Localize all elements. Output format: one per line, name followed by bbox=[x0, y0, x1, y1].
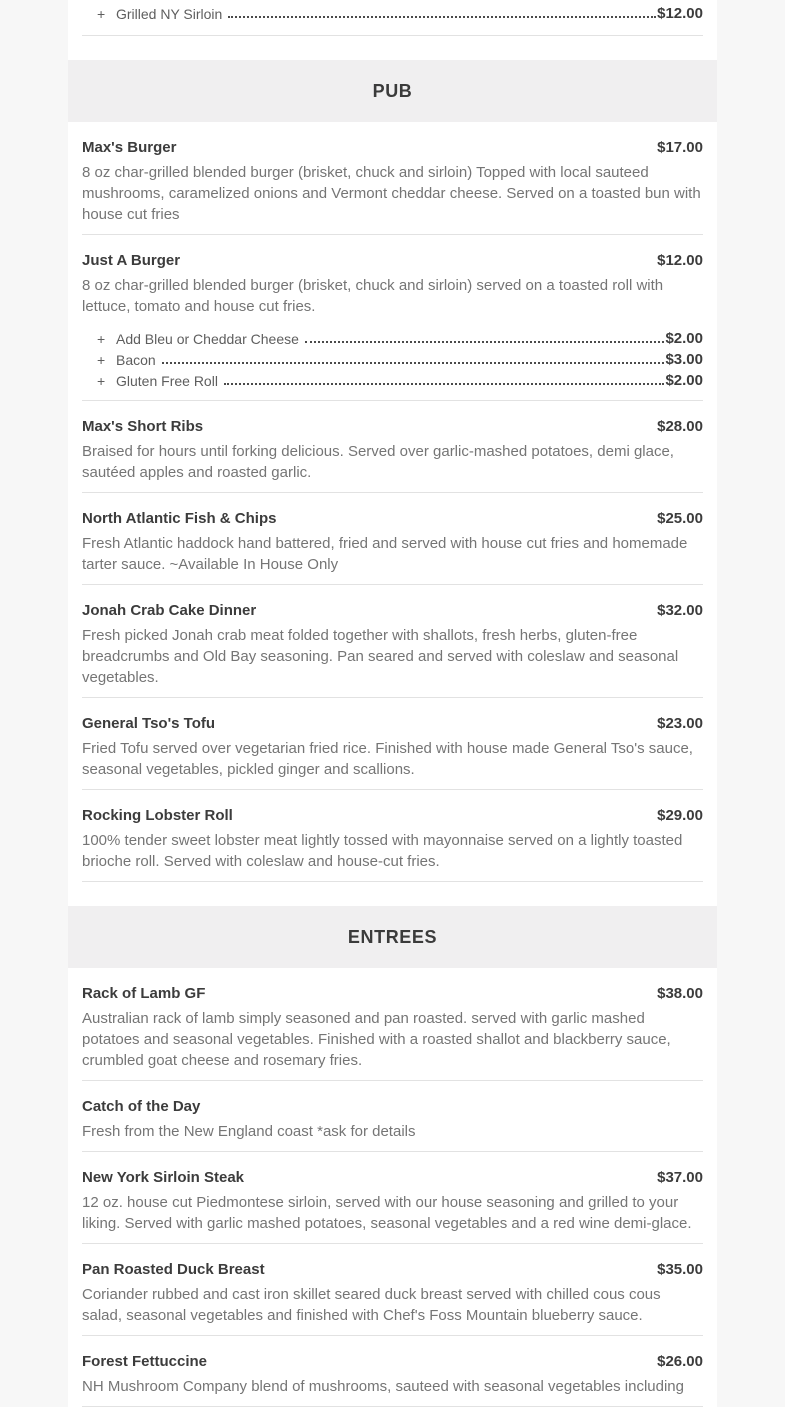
item-price: $29.00 bbox=[657, 807, 703, 824]
item-name: New York Sirloin Steak bbox=[82, 1169, 245, 1186]
item-description: 100% tender sweet lobster meat lightly tossed with mayonnaise served on a lightly toasted brioche roll. Served with coleslaw and house-cut fries. bbox=[82, 832, 683, 870]
menu-item bbox=[82, 235, 703, 401]
addon-name: Gluten Free Roll bbox=[116, 373, 218, 389]
item-price: $28.00 bbox=[657, 418, 703, 435]
menu-item bbox=[82, 968, 703, 1081]
item-header bbox=[82, 1169, 703, 1187]
menu-item bbox=[82, 1336, 703, 1407]
item-description: Fresh picked Jonah crab meat folded together with shallots, fresh herbs, gluten-free breadcrumbs and Old Bay seasoning. Pan seared and served with coleslaw and seasonal vegetables. bbox=[82, 627, 679, 686]
menu-item bbox=[82, 1081, 703, 1152]
item-header bbox=[82, 1098, 703, 1116]
item-header bbox=[82, 510, 703, 528]
addon-plus-sign: + bbox=[97, 373, 106, 389]
addon-price: $2.00 bbox=[665, 372, 703, 389]
item-name: North Atlantic Fish & Chips bbox=[82, 510, 277, 527]
menu-item bbox=[82, 585, 703, 698]
item-price: $32.00 bbox=[657, 602, 703, 619]
addon-price: $2.00 bbox=[665, 330, 703, 347]
item-description: Braised for hours until forking delicious. Served over garlic-mashed potatoes, demi glace, sautéed apples and roasted garlic. bbox=[82, 443, 674, 481]
dotted-leader bbox=[305, 341, 665, 343]
item-description: 8 oz char-grilled blended burger (brisket, chuck and sirloin) Topped with local sauteed mushrooms, caramelized onions and Vermont cheddar cheese. Served on a toasted bun with house cut fries bbox=[82, 164, 701, 223]
menu-sections bbox=[68, 36, 717, 1407]
item-description: Australian rack of lamb simply seasoned and pan roasted. served with garlic mashed potatoes and seasonal vegetables. Finished with a roasted shallot and blackberry sauce, crumbled goat cheese and rosemary fries. bbox=[82, 1010, 671, 1069]
menu-item bbox=[82, 1244, 703, 1336]
addon-plus-sign: + bbox=[97, 352, 106, 368]
item-header bbox=[82, 807, 703, 825]
addon-price: $3.00 bbox=[665, 351, 703, 368]
item-name: Jonah Crab Cake Dinner bbox=[82, 602, 257, 619]
item-header bbox=[82, 252, 703, 270]
item-description: Fresh Atlantic haddock hand battered, fried and served with house cut fries and homemade tarter sauce. ~Available In House Only bbox=[82, 535, 688, 573]
item-description: NH Mushroom Company blend of mushrooms, sauteed with seasonal vegetables including bbox=[82, 1378, 684, 1395]
item-price: $35.00 bbox=[657, 1261, 703, 1278]
item-name: Max's Short Ribs bbox=[82, 418, 204, 435]
section-items bbox=[68, 122, 717, 882]
item-header bbox=[82, 418, 703, 436]
item-header bbox=[82, 1353, 703, 1371]
addon-row bbox=[97, 368, 703, 389]
item-price: $23.00 bbox=[657, 715, 703, 732]
section-header bbox=[68, 60, 717, 122]
addon-name: Grilled NY Sirloin bbox=[116, 6, 223, 22]
addon-row bbox=[97, 347, 703, 368]
item-price: $38.00 bbox=[657, 985, 703, 1002]
item-name: Rocking Lobster Roll bbox=[82, 807, 233, 824]
addon-row bbox=[97, 326, 703, 347]
menu-item bbox=[82, 790, 703, 882]
item-price: $26.00 bbox=[657, 1353, 703, 1370]
menu-item bbox=[82, 493, 703, 585]
item-description: Fried Tofu served over vegetarian fried rice. Finished with house made General Tso's sauce, seasonal vegetables, pickled ginger and scallions. bbox=[82, 740, 693, 778]
item-header bbox=[82, 139, 703, 157]
menu-section bbox=[68, 882, 717, 1407]
item-price: $25.00 bbox=[657, 510, 703, 527]
item-description: Coriander rubbed and cast iron skillet seared duck breast served with chilled cous cous salad, seasonal vegetables and finished with Chef's Foss Mountain blueberry sauce. bbox=[82, 1286, 661, 1324]
menu-item bbox=[82, 1152, 703, 1244]
item-price: $17.00 bbox=[657, 139, 703, 156]
item-name: Max's Burger bbox=[82, 139, 177, 156]
item-header bbox=[82, 602, 703, 620]
menu-item bbox=[82, 401, 703, 493]
partial-item-addons bbox=[82, 1, 703, 22]
item-name: General Tso's Tofu bbox=[82, 715, 216, 732]
item-price: $12.00 bbox=[657, 252, 703, 269]
item-description: 12 oz. house cut Piedmontese sirloin, served with our house seasoning and grilled to your liking. Served with garlic mashed potatoes, seasonal vegetables and a red wine demi-glace. bbox=[82, 1194, 692, 1232]
item-header bbox=[82, 985, 703, 1003]
item-description: Fresh from the New England coast *ask for details bbox=[82, 1123, 416, 1140]
item-addons bbox=[82, 326, 703, 389]
item-description: 8 oz char-grilled blended burger (brisket, chuck and sirloin) served on a toasted roll with lettuce, tomato and house cut fries. bbox=[82, 277, 664, 315]
addon-row bbox=[97, 1, 703, 22]
item-name: Just A Burger bbox=[82, 252, 181, 269]
item-name: Pan Roasted Duck Breast bbox=[82, 1261, 265, 1278]
addon-plus-sign: + bbox=[97, 6, 106, 22]
partial-item-block bbox=[68, 0, 717, 36]
item-header bbox=[82, 1261, 703, 1279]
addon-plus-sign: + bbox=[97, 331, 106, 347]
addon-name: Bacon bbox=[116, 352, 156, 368]
item-name: Forest Fettuccine bbox=[82, 1353, 208, 1370]
item-name: Rack of Lamb GF bbox=[82, 985, 206, 1002]
menu-item bbox=[82, 698, 703, 790]
section-items bbox=[68, 968, 717, 1407]
menu-section bbox=[68, 36, 717, 882]
section-header bbox=[68, 906, 717, 968]
item-price: $37.00 bbox=[657, 1169, 703, 1186]
dotted-leader bbox=[224, 383, 665, 385]
menu-card bbox=[68, 0, 717, 1407]
dotted-leader bbox=[162, 362, 665, 364]
section-title: PUB bbox=[372, 81, 413, 101]
item-header bbox=[82, 715, 703, 733]
item-name: Catch of the Day bbox=[82, 1098, 201, 1115]
addon-name: Add Bleu or Cheddar Cheese bbox=[116, 331, 299, 347]
section-title: ENTREES bbox=[347, 927, 438, 947]
dotted-leader bbox=[228, 16, 656, 18]
menu-item bbox=[82, 122, 703, 235]
addon-price: $12.00 bbox=[657, 5, 703, 22]
